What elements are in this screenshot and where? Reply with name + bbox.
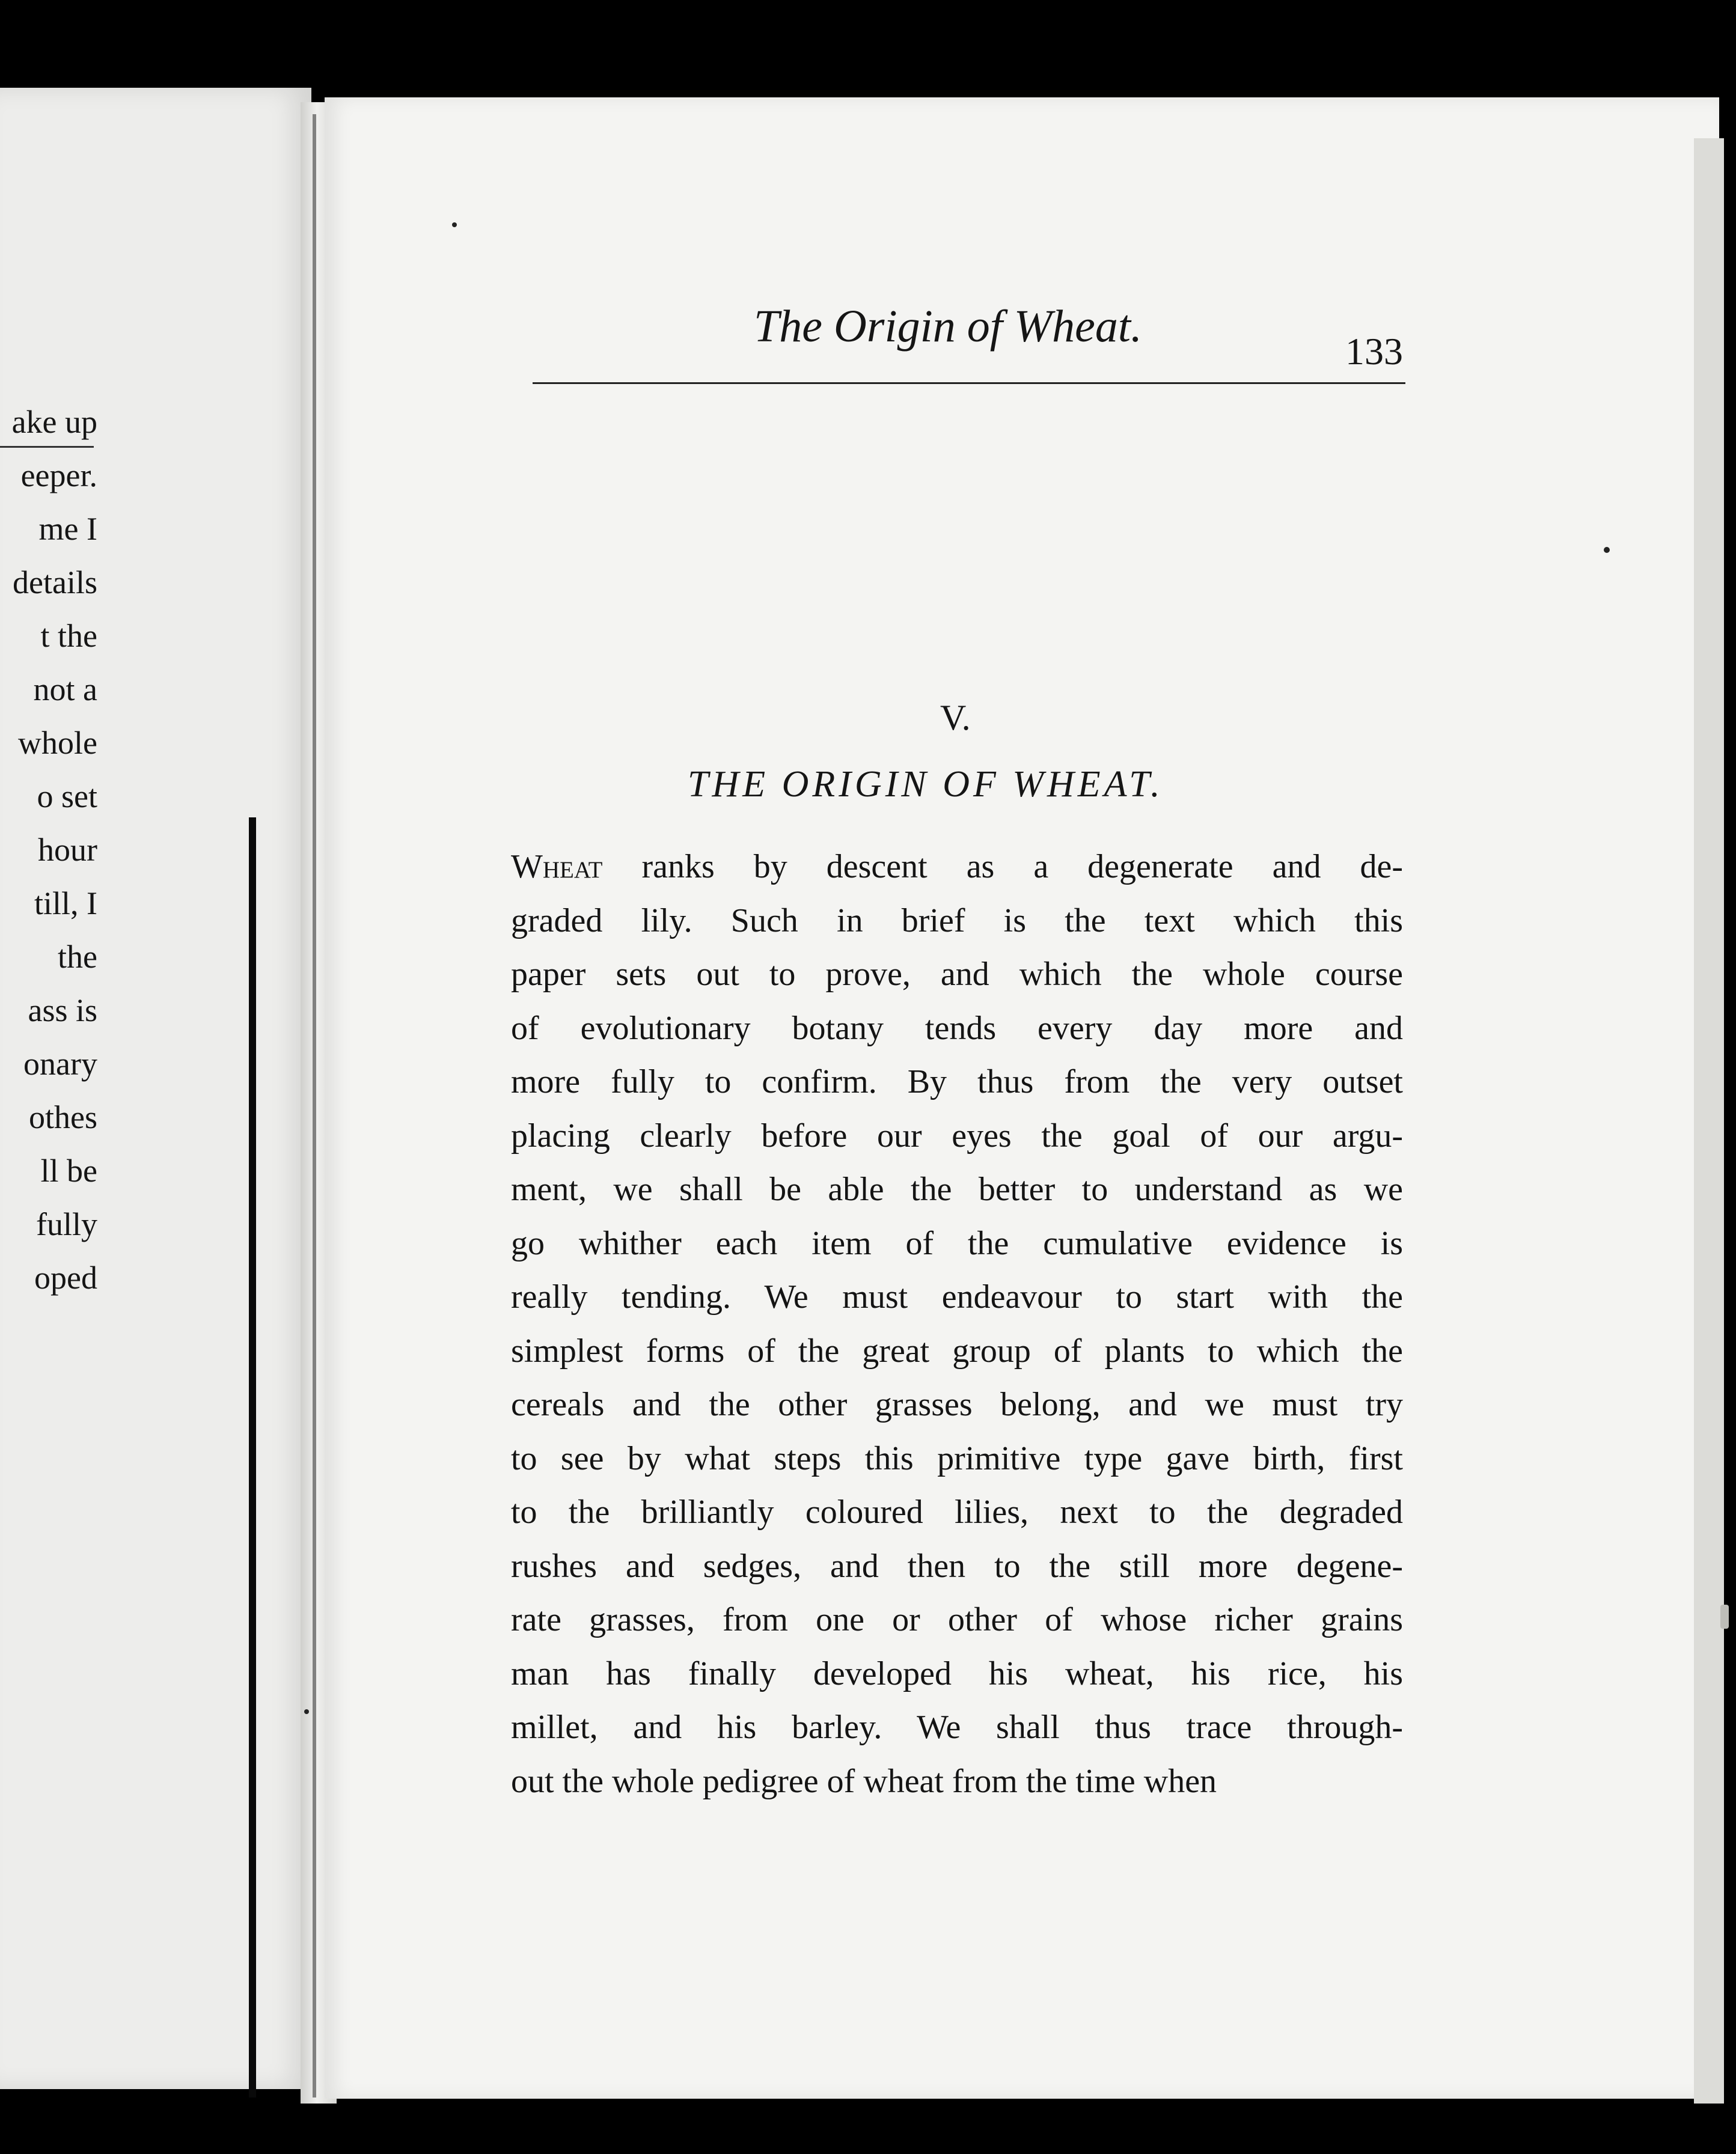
page-fold-line [313, 114, 316, 2098]
body-line: placing clearly before our eyes the goal of our argu- [511, 1117, 1403, 1155]
facing-page-line: oped [34, 1260, 97, 1296]
facing-page-line: t the [40, 618, 97, 654]
page-tab-mark [1720, 1605, 1729, 1629]
body-text [511, 840, 1403, 1808]
body-line: rushes and sedges, and then to the still more degene- [511, 1547, 1403, 1585]
facing-page-line: ass is [28, 992, 97, 1028]
facing-page-line: onary [23, 1046, 97, 1082]
body-line: more fully to confirm. By thus from the very outset [511, 1063, 1403, 1100]
chapter-title: THE ORIGIN OF WHEAT. [688, 764, 1164, 805]
gutter-shadow-line [249, 817, 256, 2098]
page-edge [1694, 138, 1724, 2104]
paper-speck [452, 222, 457, 227]
facing-page-line: eeper. [20, 457, 97, 493]
body-line: to the brilliantly coloured lilies, next to the degraded [511, 1493, 1403, 1531]
facing-page-line: othes [29, 1099, 97, 1135]
body-line: ment, we shall be able the better to understand as we [511, 1171, 1403, 1208]
header-rule [533, 382, 1405, 384]
facing-page [0, 88, 311, 2089]
body-line [511, 840, 1403, 894]
body-line: really tending. We must endeavour to start with the [511, 1278, 1403, 1316]
facing-page-line: me I [38, 511, 97, 547]
running-head-title: The Origin of Wheat. [754, 301, 1142, 352]
facing-page-line: whole [18, 725, 97, 761]
facing-page-line: not a [33, 671, 97, 707]
body-line: go whither each item of the cumulative evidence is [511, 1224, 1403, 1262]
facing-page-line: ll be [40, 1153, 97, 1189]
body-line: graded lily. Such in brief is the text which this [511, 902, 1403, 939]
facing-page-line: fully [36, 1206, 97, 1242]
facing-page-line: hour [38, 832, 97, 868]
paper-speck [1604, 547, 1610, 553]
facing-page-line: ake up [11, 404, 97, 440]
drop-word: Wheat [511, 848, 603, 885]
page-number: 133 [1345, 330, 1403, 373]
facing-page-header-rule [0, 446, 94, 448]
body-line: simplest forms of the great group of plants to which the [511, 1332, 1403, 1370]
body-line-text: ranks by descent as a degenerate and de- [602, 848, 1403, 885]
facing-page-line: till, I [34, 885, 97, 921]
body-line: millet, and his barley. We shall thus trace through- [511, 1709, 1403, 1746]
facing-page-line: the [58, 939, 97, 975]
body-line: man has finally developed his wheat, his rice, his [511, 1655, 1403, 1692]
facing-page-line: o set [37, 778, 97, 814]
body-line: paper sets out to prove, and which the whole course [511, 956, 1403, 993]
paper-speck [304, 1709, 309, 1714]
body-line: rate grasses, from one or other of whose richer grains [511, 1601, 1403, 1638]
body-line: cereals and the other grasses belong, and we must try [511, 1386, 1403, 1423]
chapter-number: V. [940, 698, 971, 737]
body-line: out the whole pedigree of wheat from the time when [511, 1762, 1217, 1800]
body-line: to see by what steps this primitive type gave birth, first [511, 1439, 1403, 1477]
body-line: of evolutionary botany tends every day more and [511, 1009, 1403, 1047]
facing-page-line: details [13, 564, 97, 600]
